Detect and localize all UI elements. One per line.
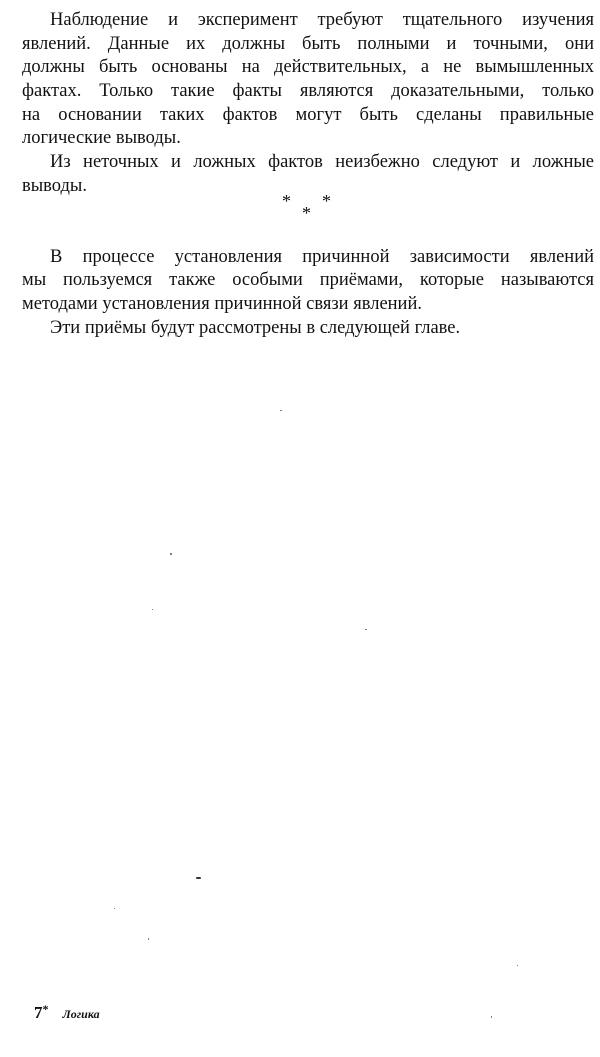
separator-star: * [322, 191, 331, 211]
text-line: фактах. Только такие факты являются доказательными, только [22, 81, 594, 102]
signature-mark: * [42, 1002, 49, 1016]
scan-speck [152, 609, 153, 610]
text-line: Наблюдение и эксперимент требуют тщательного изучения [50, 10, 594, 30]
signature-number: 7 [34, 1003, 43, 1022]
text-line: методами установления причинной связи явлений. [22, 293, 422, 314]
scan-speck [517, 965, 518, 966]
text-line: В процессе установления причинной зависимости явлений [50, 246, 594, 267]
paragraph-observation [22, 9, 594, 151]
text-line: Эти приёмы будут рассмотрены в следующей главе. [50, 317, 461, 338]
scan-speck [491, 1016, 492, 1018]
scan-speck [196, 877, 201, 879]
text-line: мы пользуемся также особыми приёмами, которые называются [22, 270, 594, 291]
scan-speck [114, 908, 115, 909]
text-line: выводы. [22, 175, 87, 196]
paragraph-causal-methods [22, 246, 594, 317]
paragraph-next-chapter [22, 317, 594, 341]
scan-speck [170, 553, 172, 555]
section-separator [270, 188, 340, 223]
scan-speck [148, 938, 149, 940]
scan-speck [280, 410, 282, 411]
text-line: на основании таких фактов могут быть сделаны правильные [22, 104, 594, 125]
separator-star: * [302, 203, 311, 223]
scan-speck [365, 629, 367, 630]
signature-title: Логика [62, 1007, 100, 1021]
text-line: логические выводы. [22, 128, 181, 149]
text-line: должны быть основаны на действительных, а не вымышленных [22, 57, 594, 78]
body-text [22, 9, 594, 340]
text-line: Из неточных и ложных фактов неизбежно следуют и ложные [50, 152, 594, 173]
text-line: явлений. Данные их должны быть полными и точными, они [22, 33, 594, 54]
separator-star: * [282, 191, 291, 211]
page-footer [34, 1002, 100, 1023]
